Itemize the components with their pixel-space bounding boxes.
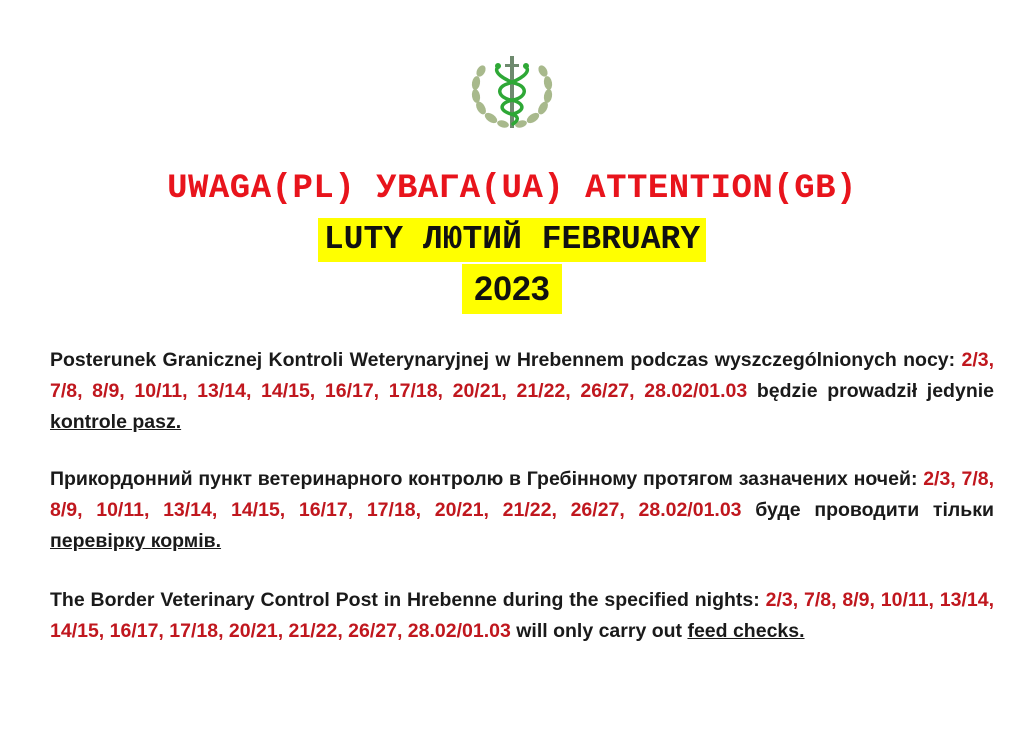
paragraph-intro: The Border Veterinary Control Post in Hrebenne during the specified nights: bbox=[50, 589, 760, 611]
paragraph-middle: буде проводити тільки bbox=[755, 499, 995, 521]
underlined-phrase: feed checks. bbox=[687, 620, 805, 642]
underlined-phrase: перевірку кормів. bbox=[50, 530, 222, 552]
paragraph-intro: Прикордонний пункт ветеринарного контролю в Гребінному протягом зазначених ночей: bbox=[50, 468, 918, 490]
month-heading: LUTY ЛЮТИЙ FEBRUARY bbox=[318, 218, 706, 262]
dates-list: 2/3, 7/8, 8/9, 10/11, 13/14, 14/15, 16/17, 17/18, 20/21, 21/22, 26/27, 28.02/01.03 bbox=[50, 589, 995, 642]
paragraph-intro: Posterunek Granicznej Kontroli Weterynaryjnej w Hrebennem podczas wyszczególnionych nocy: bbox=[50, 349, 956, 371]
paragraph-ukrainian bbox=[50, 464, 994, 557]
underlined-phrase: kontrole pasz. bbox=[50, 411, 182, 433]
paragraph-middle: will only carry out bbox=[516, 620, 683, 642]
paragraph-middle: będzie prowadził jedynie bbox=[756, 380, 994, 402]
paragraph-polish bbox=[50, 345, 994, 438]
attention-heading: UWAGA(PL) УВАГА(UA) ATTENTION(GB) bbox=[167, 170, 857, 208]
dates-list: 2/3, 7/8, 8/9, 10/11, 13/14, 14/15, 16/17, 17/18, 20/21, 21/22, 26/27, 28.02/01.03 bbox=[50, 468, 995, 521]
year-heading: 2023 bbox=[462, 264, 562, 314]
dates-list: 2/3, 7/8, 8/9, 10/11, 13/14, 14/15, 16/17, 17/18, 20/21, 21/22, 26/27, 28.02/01.03 bbox=[50, 349, 994, 402]
caduceus-logo-icon bbox=[467, 50, 557, 134]
paragraph-english bbox=[50, 585, 994, 647]
